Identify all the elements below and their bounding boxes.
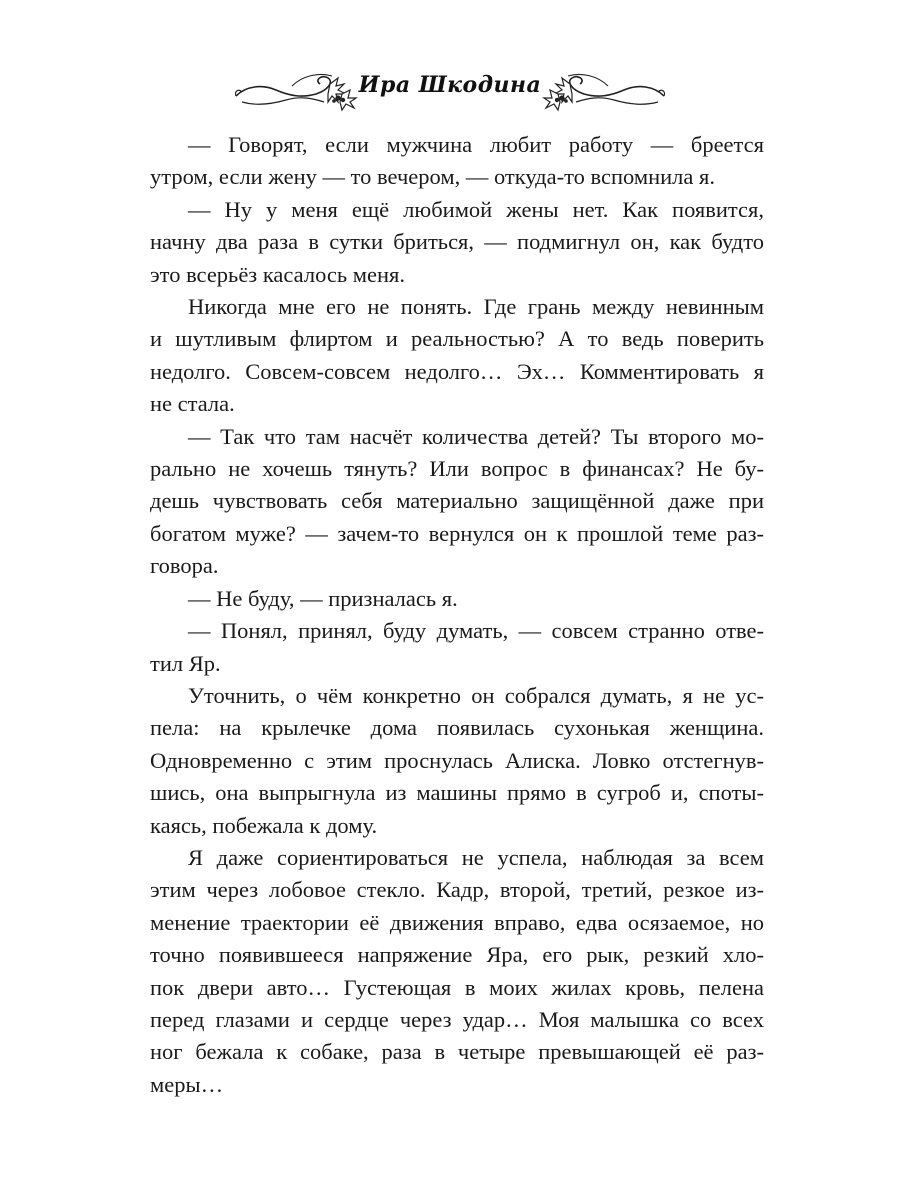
paragraph [150, 680, 764, 842]
paragraph [150, 583, 764, 615]
text-line: Я даже сориентироваться не успела, наблюдая за всем [188, 844, 764, 870]
text-line: — Ну у меня ещё любимой жены нет. Как появится, [188, 196, 764, 222]
text-line: этим через лобовое стекло. Кадр, второй, третий, резкое из- [150, 877, 764, 903]
text-line: это всерьёз касалось меня. [150, 261, 405, 287]
text-line: богатом муже? — зачем-то вернулся он к прошлой теме раз- [150, 520, 764, 546]
text-line: шись, она выпрыгнула из машины прямо в сугроб и, споты- [150, 780, 764, 806]
text-line: меры… [150, 1071, 224, 1097]
text-line: Никогда мне его не понять. Где грань между невинным [188, 294, 764, 320]
text-line: перед глазами и сердце через удар… Моя малышка со всех [150, 1006, 764, 1032]
running-header [0, 62, 900, 118]
text-line: и шутливым флиртом и реальностью? А то ведь поверить [150, 326, 764, 352]
holly-flourish-right-icon [538, 68, 668, 112]
text-line: пок двери авто… Густеющая в моих жилах кровь, пелена [150, 974, 764, 1000]
paragraph [150, 842, 764, 1101]
text-line: — Говорят, если мужчина любит работу — бреется [188, 132, 764, 157]
text-line: — Так что там насчёт количества детей? Ты второго мо- [188, 423, 764, 449]
text-line: точно появившееся напряжение Яра, его рык, резкий хло- [150, 942, 764, 968]
paragraph [150, 129, 764, 194]
running-header-author: Ира Шкодина [358, 72, 542, 98]
text-line: ног бежала к собаке, раза в четыре превышающей её раз- [150, 1039, 764, 1065]
text-line: не стала. [150, 391, 235, 417]
text-line: дешь чувствовать себя материально защищённой даже при [150, 488, 764, 514]
body-text [150, 129, 764, 1101]
text-line: недолго. Совсем-совсем недолго… Эх… Комментировать я [150, 358, 764, 384]
paragraph [150, 421, 764, 583]
text-line: менение траектории её движения вправо, едва осязаемое, но [150, 909, 764, 935]
text-line: Уточнить, о чём конкретно он собрался думать, я не ус- [188, 682, 764, 708]
text-line: говора. [150, 553, 219, 579]
text-line: Одновременно с этим проснулась Алиска. Ловко отстегнув- [150, 747, 764, 773]
text-line: каясь, побежала к дому. [150, 812, 378, 838]
text-line: утром, если жену — то вечером, — откуда-то вспомнила я. [150, 164, 715, 190]
text-line: начну два раза в сутки бриться, — подмигнул он, как будто [150, 229, 764, 255]
paragraph [150, 615, 764, 680]
paragraph [150, 291, 764, 421]
text-line: — Не буду, — призналась я. [188, 585, 458, 611]
paragraph [150, 194, 764, 291]
text-line: тил Яр. [150, 650, 221, 676]
text-line: рально не хочешь тянуть? Или вопрос в финансах? Не бу- [150, 456, 764, 482]
text-line: — Понял, принял, буду думать, — совсем странно отве- [188, 618, 764, 644]
text-line: пела: на крылечке дома появилась сухонькая женщина. [150, 715, 764, 741]
